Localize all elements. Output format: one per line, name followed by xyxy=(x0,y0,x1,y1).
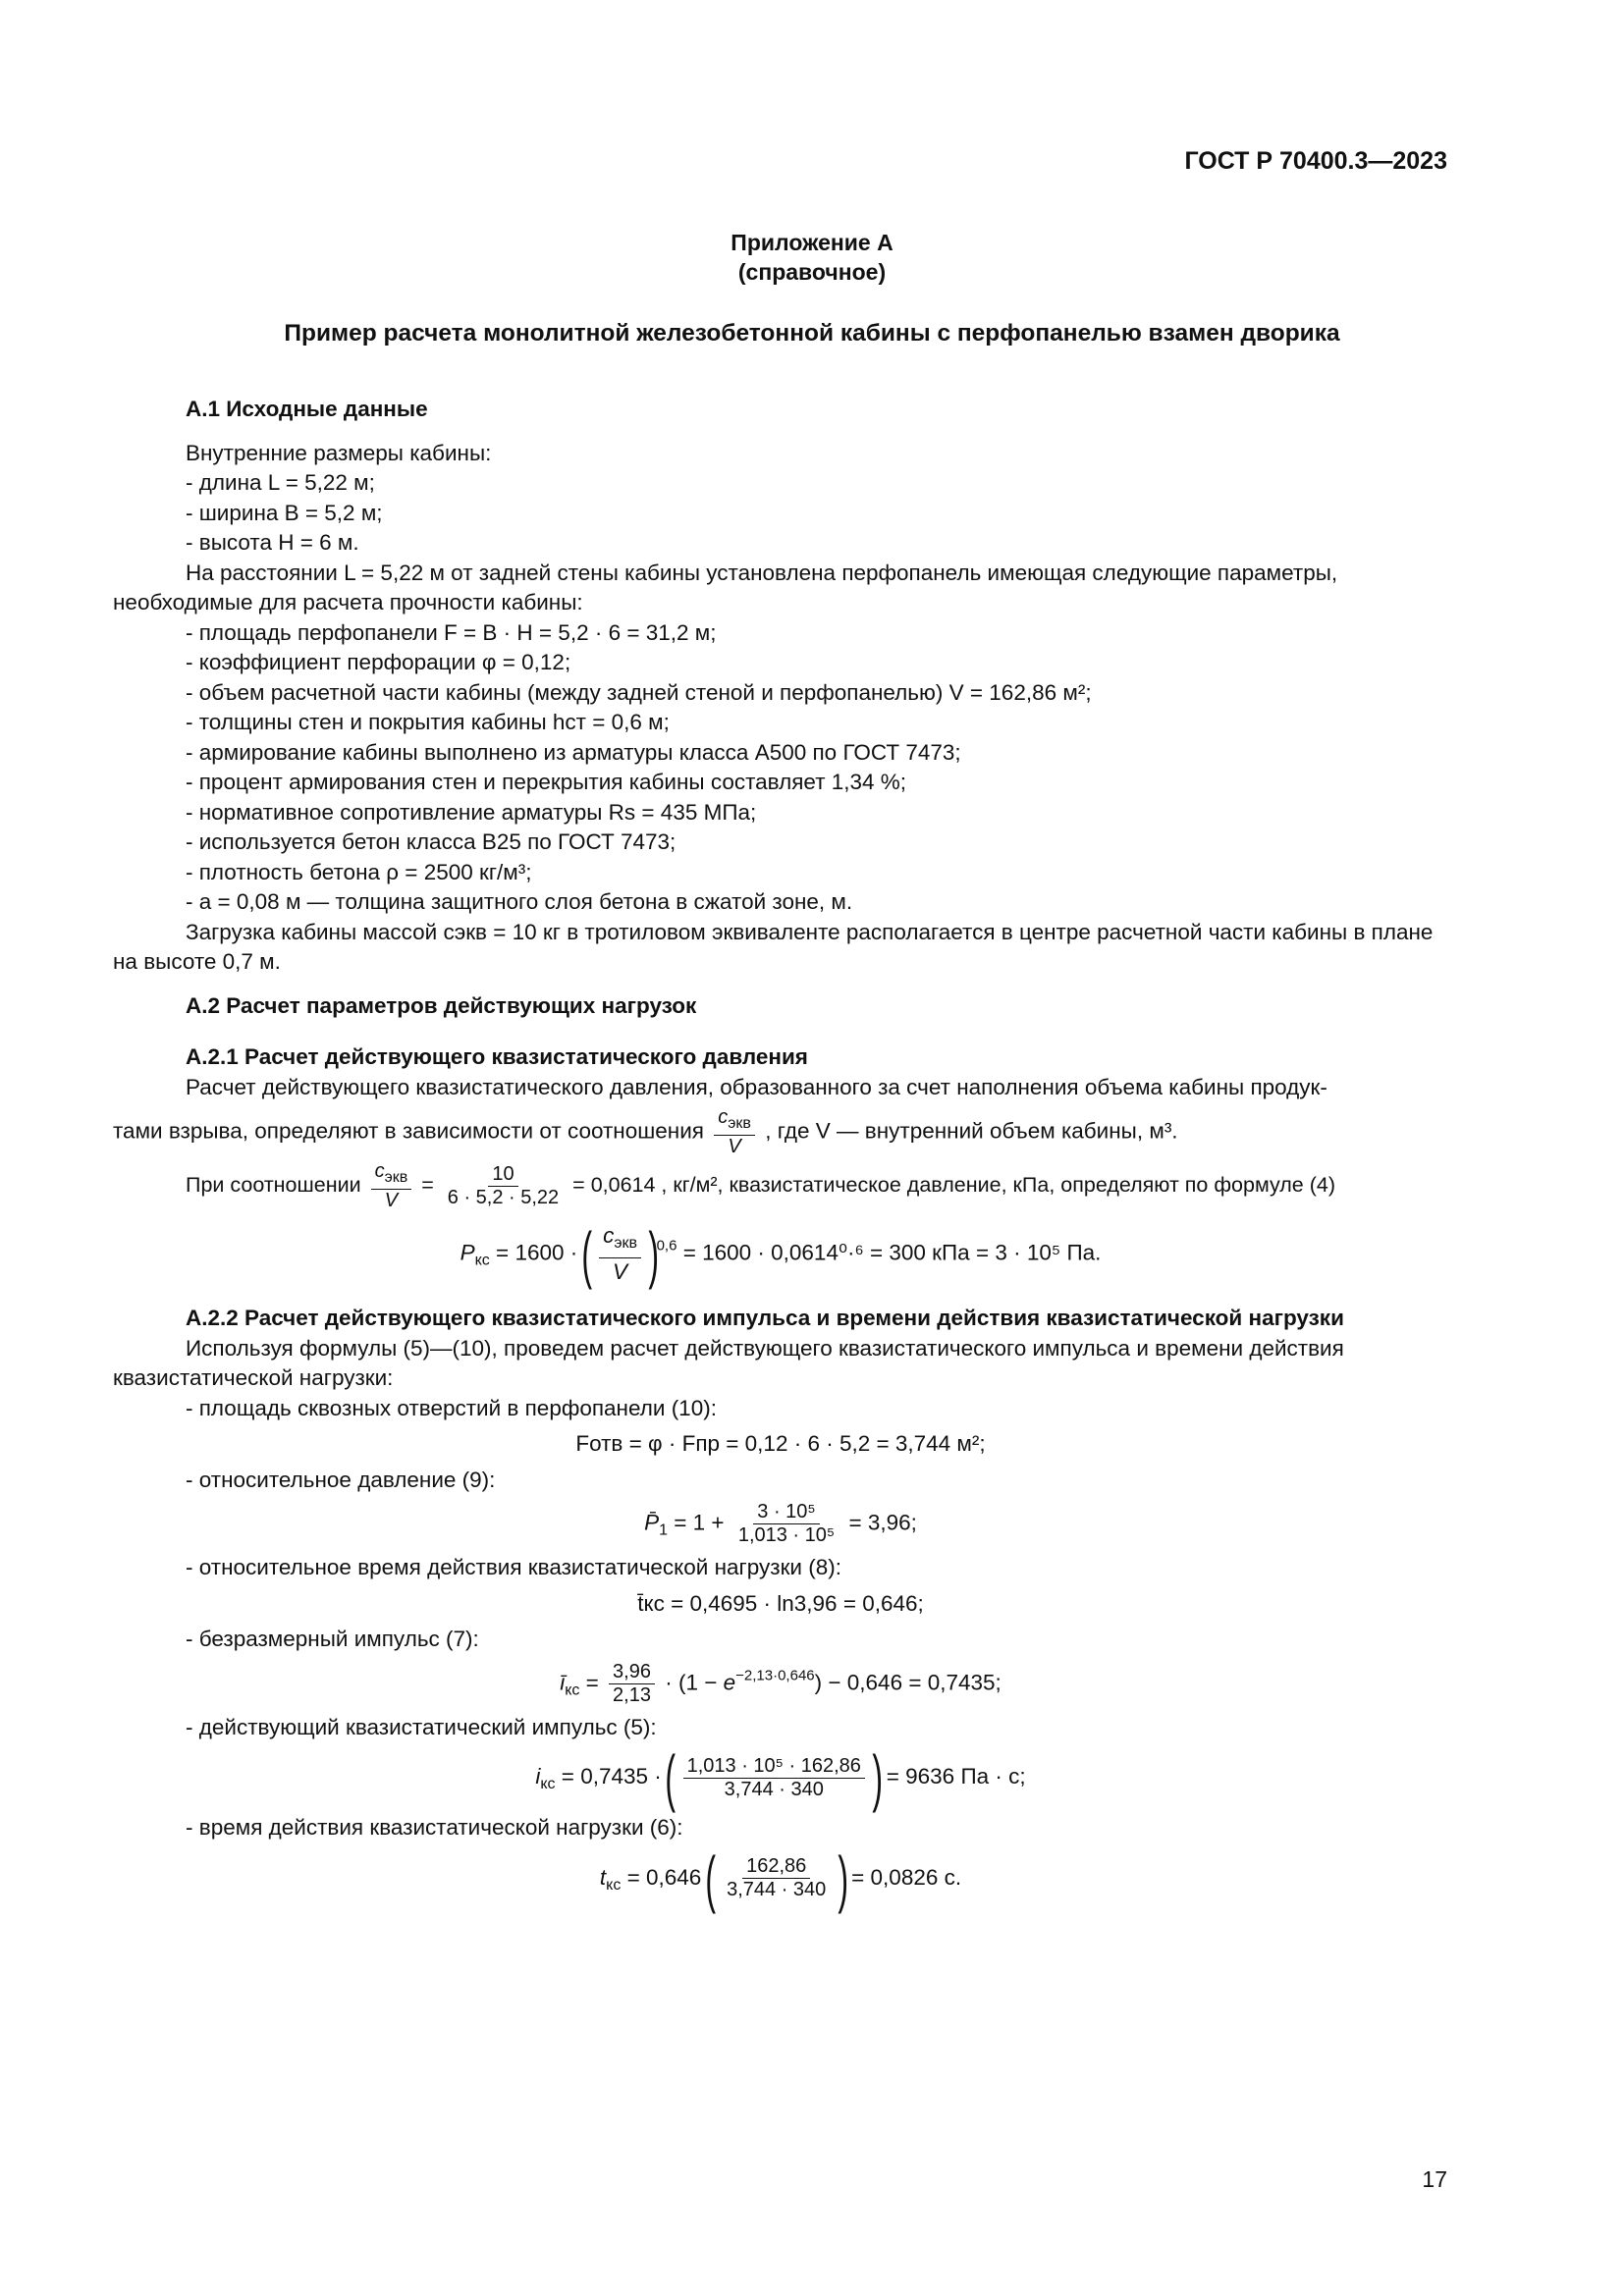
s1-height: - высота H = 6 м. xyxy=(186,530,359,555)
s1-density: - плотность бетона ρ = 2500 кг/м³; xyxy=(186,859,532,884)
pks-den: V xyxy=(613,1259,628,1284)
s21-para1a: Расчет действующего квазистатического давления, образованного за счет наполнения объема кабины продук- xyxy=(186,1074,1327,1099)
spacer xyxy=(113,425,1448,439)
iks-den: 3,744 · 340 xyxy=(724,1778,824,1800)
s1-width: - ширина B = 5,2 м; xyxy=(186,500,383,525)
iks-rel-num: 3,96 xyxy=(609,1661,655,1684)
s22-para: Используя формулы (5)—(10), проведем расчет действующего квазистатического импульса и времени действия квазистатической нагрузки: xyxy=(113,1335,1344,1390)
ratio-fraction-2 xyxy=(371,1160,412,1212)
formula-fotv: Fотв = φ · Fпр = 0,12 · 6 · 5,2 = 3,744 м²; xyxy=(575,1431,986,1456)
section-a1-heading: А.1 Исходные данные xyxy=(186,397,428,421)
s21-para2b: = 0,0614 , кг/м², квазистатическое давление, кПа, определяют по формуле (4) xyxy=(572,1173,1336,1198)
iks-rel-fraction xyxy=(609,1661,655,1707)
annex-heading xyxy=(0,228,1624,287)
spacer xyxy=(113,1021,1448,1042)
s22-item6: - время действия квазистатической нагрузки (6): xyxy=(186,1815,683,1840)
s22-item4: - безразмерный импульс (7): xyxy=(186,1627,479,1651)
section-a2-heading: А.2 Расчет параметров действующих нагрузок xyxy=(186,992,697,1018)
section-a21-heading: А.2.1 Расчет действующего квазистатического давления xyxy=(186,1044,808,1069)
s1-concrete: - используется бетон класса В25 по ГОСТ 7473; xyxy=(186,829,677,854)
ratio-den: V xyxy=(728,1136,741,1157)
s1-para2: Загрузка кабины массой cэкв = 10 кг в тротиловом эквиваленте располагается в центре расчетной части кабины в плане на высоте 0,7 м. xyxy=(113,919,1434,974)
formula-tks-rel: t̄кс = 0,4695 · ln3,96 = 0,646; xyxy=(637,1590,924,1616)
tks-tail: = 0,0826 с. xyxy=(851,1864,962,1890)
formula-p1: $P̄_1 = 1$ + $\frac{\text{3 · 10⁵}}{\text{1,013 · 10⁵}}$ = 3,96; xyxy=(644,1501,917,1546)
tks-den: 3,744 · 340 xyxy=(727,1879,827,1900)
s22-item2: - относительное давление (9): xyxy=(186,1467,496,1492)
s1-para1: На расстоянии L = 5,22 м от задней стены кабины установлена перфопанель имеющая следующие параметры, необходимые для расчета прочности кабины: xyxy=(113,560,1338,614)
s1-area: - площадь перфопанели F = B · H = 5,2 · 6 = 31,2 м; xyxy=(186,619,717,645)
document-body xyxy=(113,395,1448,1914)
iks-fraction xyxy=(683,1755,865,1801)
paren-open-2: ( xyxy=(665,1742,676,1813)
iks-rel-den: 2,13 xyxy=(613,1683,651,1706)
s1-volume: - объем расчетной части кабины (между задней стеной и перфопанелью) V = 162,86 м²; xyxy=(186,679,1092,705)
ratio-num-2: $c_{экв}$ xyxy=(371,1160,412,1190)
ratio-value-fraction xyxy=(444,1163,563,1209)
s1-cover: - a = 0,08 м — толщина защитного слоя бетона в сжатой зоне, м. xyxy=(186,889,853,914)
tks-fraction xyxy=(723,1855,830,1901)
paren-open: ( xyxy=(580,1218,592,1290)
pks-tail: = 1600 · 0,0614⁰·⁶ = 300 кПа = 3 · 10⁵ Па. xyxy=(682,1240,1102,1265)
ratio-value-den: 6 · 5,2 · 5,22 xyxy=(447,1187,560,1208)
paren-open-3: ( xyxy=(704,1842,716,1914)
s21-para2-line: При соотношении $\frac{c_{экв}}{V}$ = $\frac{10}{6 \cdot 5,2 \cdot 5,22}$ = 0,0614 , кг/м², квазистатическое давление, кПа, определяют по формуле (4) xyxy=(186,1160,1336,1211)
iks-num: 1,013 · 10⁵ · 162,86 xyxy=(683,1755,865,1779)
paren-close: ) xyxy=(648,1218,660,1290)
s21-para1b: тами взрыва, определяют в зависимости от соотношения xyxy=(113,1118,704,1144)
ratio-num: $c_{экв}$ xyxy=(714,1106,755,1136)
s1-coef: - коэффициент перфорации φ = 0,12; xyxy=(186,650,571,674)
formula-iks: $i_{кс} = 0,7435$ · ( $\frac{\text{1,013 · 10⁵ · 162,86}}{3,744 \cdot 340}$ ) = 9636 Па · с; xyxy=(535,1742,1026,1813)
p1-num: 3 · 10⁵ xyxy=(753,1501,819,1524)
ratio-value-num: 10 xyxy=(488,1163,517,1187)
iks-rel-tail: − 0,646 = 0,7435; xyxy=(828,1669,1001,1694)
s1-intro: Внутренние размеры кабины: xyxy=(186,440,492,465)
s1-rs: - нормативное сопротивление арматуры Rs = 435 МПа; xyxy=(186,799,757,825)
s1-thickness: - толщины стен и покрытия кабины hст = 0,6 м; xyxy=(186,710,670,734)
p1-den: 1,013 · 10⁵ xyxy=(737,1524,836,1546)
s1-length: - длина L = 5,22 м; xyxy=(186,470,375,495)
ratio-den-2: V xyxy=(384,1190,399,1211)
pks-num: $c_{экв}$ xyxy=(599,1222,641,1258)
p1-tail: = 3,96; xyxy=(848,1510,917,1535)
standard-code: ГОСТ Р 70400.3—2023 xyxy=(1184,147,1447,175)
formula-iks-rel: $ī_{кс}$ = $\frac{3,96}{2,13}$ · $(1 - e^{-2,13\cdot 0,646}) - 0,646 = 0,7435$; xyxy=(560,1660,1001,1706)
s1-percent: - процент армирования стен и перекрытия кабины составляет 1,34 %; xyxy=(186,770,907,794)
page-number: 17 xyxy=(1422,2166,1447,2192)
paren-close-3: ) xyxy=(837,1842,848,1914)
iks-tail: = 9636 Па · с; xyxy=(886,1763,1026,1789)
s21-para2a: При соотношении xyxy=(186,1173,361,1198)
s22-item3: - относительное время действия квазистатической нагрузки (8): xyxy=(186,1555,841,1579)
s21-para1-line xyxy=(113,1106,1448,1158)
s21-para1c: , где V — внутренний объем кабины, м³. xyxy=(765,1118,1178,1144)
s22-item5: - действующий квазистатический импульс (5): xyxy=(186,1714,657,1739)
s1-rebar: - армирование кабины выполнено из арматуры класса А500 по ГОСТ 7473; xyxy=(186,739,961,765)
s22-item1: - площадь сквозных отверстий в перфопанели (10): xyxy=(186,1395,717,1420)
formula-tks: $t_{кс} = 0,646$ ( $\frac{162,86}{3,744 \cdot 340}$ ) = 0,0826 с. xyxy=(599,1842,962,1914)
tks-num: 162,86 xyxy=(742,1855,810,1879)
paren-close-2: ) xyxy=(872,1742,884,1813)
section-a22-heading: А.2.2 Расчет действующего квазистатического импульса и времени действия квазистатической нагрузки xyxy=(186,1306,1344,1330)
main-title: Пример расчета монолитной железобетонной кабины с перфопанелью взамен дворика xyxy=(284,320,1340,347)
pks-fraction xyxy=(599,1222,641,1286)
annex-title: Приложение А xyxy=(731,230,893,255)
spacer xyxy=(113,978,1448,991)
p1-fraction xyxy=(734,1501,839,1547)
annex-subtitle: (справочное) xyxy=(737,259,887,285)
formula-pks: $P_{кс} = 1600$ · ( $\frac{c_{экв}}{V}$ )$^{0,6}$ = 1600 · 0,0614⁰·⁶ = 300 кПа = 3 · 10⁵ Па. xyxy=(460,1218,1102,1290)
ratio-fraction xyxy=(714,1106,755,1158)
